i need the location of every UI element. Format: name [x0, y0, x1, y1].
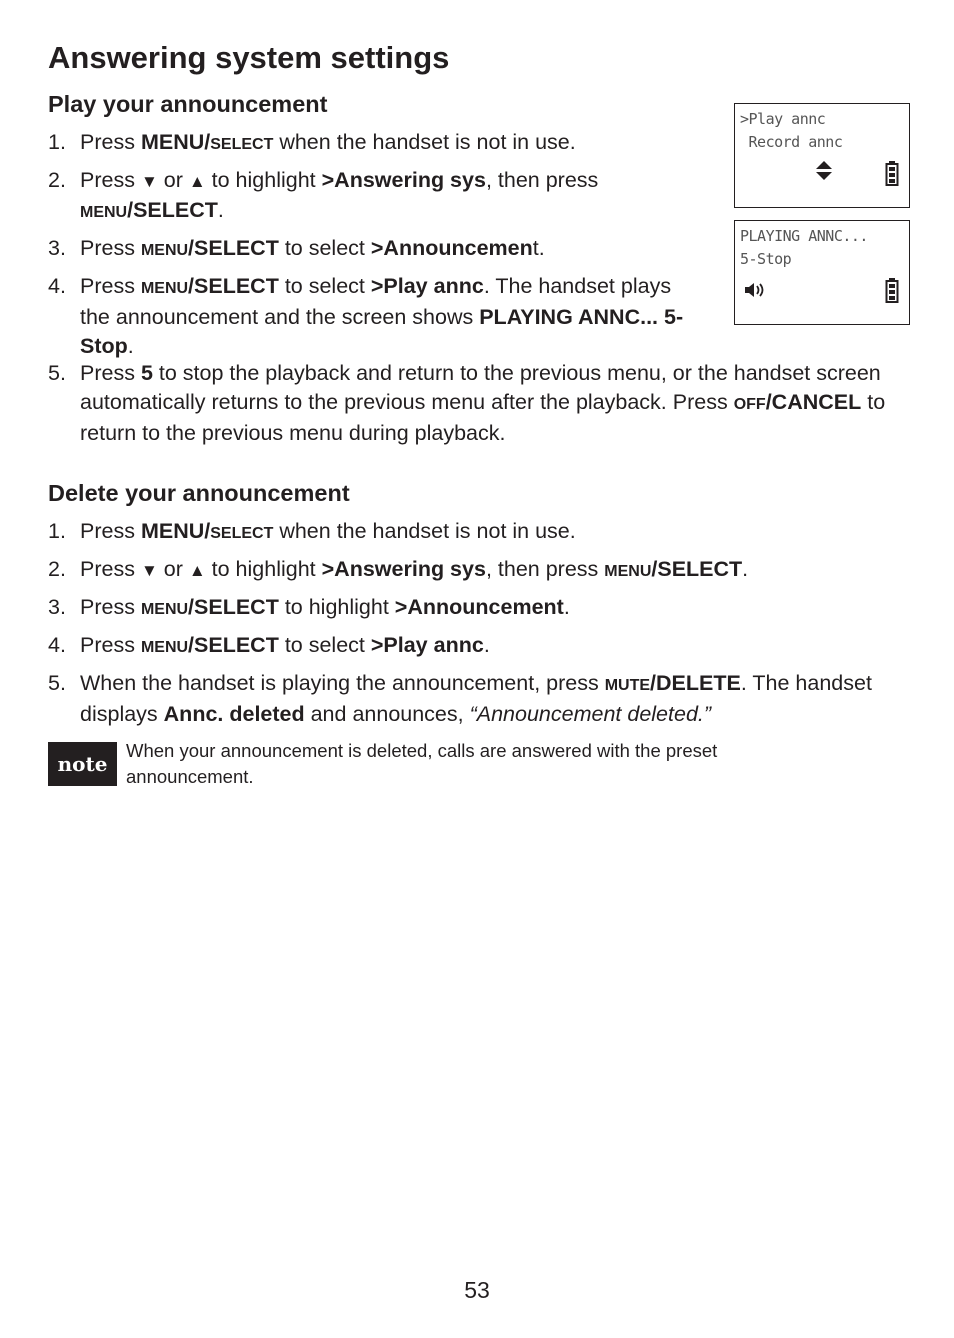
speaker-icon: [744, 281, 766, 299]
handset-screen-menu: [734, 103, 910, 208]
up-arrow-icon: ▲: [188, 561, 206, 580]
delete-steps-list: [48, 517, 898, 729]
screen-line-1: PLAYING ANNC...: [740, 227, 868, 245]
play-step-1: 1. Press MENU/SELECT when the handset is not in use.: [48, 130, 576, 154]
play-step-4: 4. Press MENU/SELECT to select >Play annc. The handset plays the announcement and the screen shows PLAYING ANNC... 5-Stop.: [48, 274, 684, 358]
page-number: 53: [464, 1277, 490, 1303]
play-step-2: 2. Press ▼ or ▲ to highlight >Answering sys, then press MENU/SELECT.: [48, 168, 599, 222]
play-steps-list: [48, 128, 698, 368]
battery-icon: [885, 278, 899, 304]
screen-line-2: 5-Stop: [740, 250, 792, 268]
delete-step-4: 4. Press MENU/SELECT to select >Play annc.: [48, 633, 490, 657]
play-step-3: 3. Press MENU/SELECT to select >Announcement.: [48, 236, 545, 260]
screen-line-2: Record annc: [740, 133, 843, 151]
delete-step-2: 2. Press ▼ or ▲ to highlight >Answering sys, then press MENU/SELECT.: [48, 555, 898, 586]
up-down-arrows-icon: [815, 160, 833, 182]
page-title: Answering system settings: [48, 40, 450, 75]
note-badge: note: [48, 742, 117, 786]
note-text: When your announcement is deleted, calls are answered with the preset announcement.: [126, 740, 718, 787]
screen-line-1: >Play annc: [740, 110, 826, 128]
delete-step-5: 5. When the handset is playing the announcement, press MUTE/DELETE. The handset displays Annc. deleted and announces, “Announcement deleted.”: [48, 671, 872, 726]
delete-step-3: 3. Press MENU/SELECT to highlight >Announcement.: [48, 595, 570, 619]
play-section-heading: Play your announcement: [48, 91, 328, 117]
delete-step-1: 1. Press MENU/SELECT when the handset is not in use.: [48, 519, 576, 543]
play-steps-list-cont: [48, 359, 898, 448]
handset-screen-playing: [734, 220, 910, 325]
down-arrow-icon: ▼: [140, 172, 158, 191]
up-arrow-icon: ▲: [188, 172, 206, 191]
play-step-5: 5. Press 5 to stop the playback and return to the previous menu, or the handset screen automatically returns to the previous menu after the playback. Press OFF/CANCEL to return to the previous menu during playback.: [48, 361, 886, 445]
down-arrow-icon: ▼: [140, 561, 158, 580]
battery-icon: [885, 161, 899, 187]
delete-section-heading: Delete your announcement: [48, 480, 350, 506]
